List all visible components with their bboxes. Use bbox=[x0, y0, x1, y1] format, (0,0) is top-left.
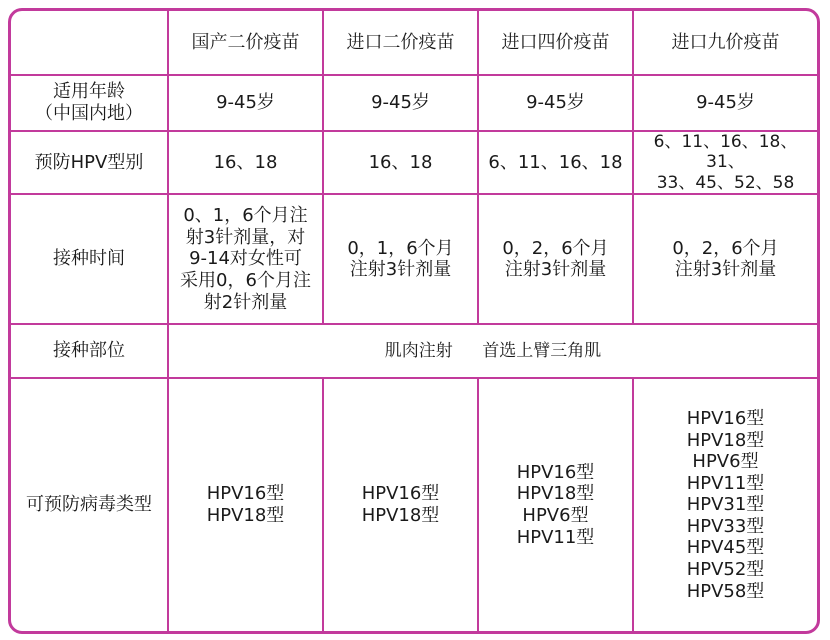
virus-imported-nonavalent bbox=[633, 378, 817, 631]
schedule-imported-bivalent bbox=[323, 194, 478, 324]
label-age-line: 适用年龄 bbox=[53, 81, 125, 103]
hpv-type-imported-bivalent: 16、18 bbox=[323, 131, 478, 194]
row-site bbox=[11, 324, 817, 378]
hpv-table bbox=[11, 11, 817, 631]
age-domestic-bivalent: 9-45岁 bbox=[168, 75, 323, 131]
schedule-line: 0，2，6个月 bbox=[502, 237, 609, 259]
virus-type-item: HPV33型 bbox=[686, 515, 765, 537]
virus-imported-bivalent bbox=[323, 378, 478, 631]
virus-type-item: HPV16型 bbox=[361, 483, 440, 505]
header-imported-nonavalent: 进口九价疫苗 bbox=[633, 11, 817, 75]
schedule-line: 采用0，6个月注 bbox=[180, 269, 311, 291]
schedule-imported-nonavalent bbox=[633, 194, 817, 324]
corner-cell bbox=[11, 11, 168, 75]
schedule-line: 0，2，6个月 bbox=[672, 237, 779, 259]
label-site: 接种部位 bbox=[11, 324, 168, 378]
header-row bbox=[11, 11, 817, 75]
virus-type-item: HPV18型 bbox=[206, 505, 285, 527]
virus-type-item: HPV31型 bbox=[686, 494, 765, 516]
virus-imported-quadrivalent bbox=[478, 378, 633, 631]
age-imported-nonavalent: 9-45岁 bbox=[633, 75, 817, 131]
virus-type-item: HPV45型 bbox=[686, 537, 765, 559]
virus-type-item: HPV16型 bbox=[516, 461, 595, 483]
site-value bbox=[168, 324, 817, 378]
schedule-line: 0、1，6个月注 bbox=[183, 205, 308, 227]
header-imported-quadrivalent: 进口四价疫苗 bbox=[478, 11, 633, 75]
schedule-line: 射2针剂量 bbox=[203, 291, 288, 313]
virus-type-item: HPV11型 bbox=[686, 472, 765, 494]
label-age bbox=[11, 75, 168, 131]
age-imported-bivalent: 9-45岁 bbox=[323, 75, 478, 131]
header-imported-bivalent: 进口二价疫苗 bbox=[323, 11, 478, 75]
label-hpv-type: 预防HPV型别 bbox=[11, 131, 168, 194]
vaccine-comparison-table bbox=[8, 8, 820, 634]
virus-type-item: HPV18型 bbox=[516, 483, 595, 505]
age-imported-quadrivalent: 9-45岁 bbox=[478, 75, 633, 131]
virus-type-item: HPV11型 bbox=[516, 526, 595, 548]
virus-type-item: HPV18型 bbox=[361, 505, 440, 527]
virus-type-item: HPV6型 bbox=[522, 505, 589, 527]
label-schedule: 接种时间 bbox=[11, 194, 168, 324]
virus-type-item: HPV16型 bbox=[206, 483, 285, 505]
hpv-type-nine-line: 6、11、16、18、31、 bbox=[653, 132, 798, 173]
header-domestic-bivalent: 国产二价疫苗 bbox=[168, 11, 323, 75]
virus-type-item: HPV52型 bbox=[686, 559, 765, 581]
schedule-line: 9-14对女性可 bbox=[189, 248, 302, 270]
virus-type-item: HPV18型 bbox=[686, 429, 765, 451]
site-method: 肌肉注射 bbox=[384, 340, 453, 361]
schedule-line: 注射3针剂量 bbox=[349, 259, 452, 281]
label-age-line: （中国内地） bbox=[35, 103, 143, 124]
label-virus-types: 可预防病毒类型 bbox=[11, 378, 168, 631]
virus-type-item: HPV16型 bbox=[686, 407, 765, 429]
row-age bbox=[11, 75, 817, 131]
hpv-type-nine-line: 33、45、52、58 bbox=[656, 172, 795, 193]
hpv-type-domestic-bivalent: 16、18 bbox=[168, 131, 323, 194]
row-hpv-type bbox=[11, 131, 817, 194]
schedule-imported-quadrivalent bbox=[478, 194, 633, 324]
site-location: 首选上臂三角肌 bbox=[482, 340, 602, 361]
schedule-line: 注射3针剂量 bbox=[674, 259, 777, 281]
schedule-line: 注射3针剂量 bbox=[504, 259, 607, 281]
row-schedule bbox=[11, 194, 817, 324]
virus-domestic-bivalent bbox=[168, 378, 323, 631]
virus-type-item: HPV58型 bbox=[686, 580, 765, 602]
hpv-type-imported-nonavalent bbox=[633, 131, 817, 194]
schedule-line: 0，1，6个月 bbox=[347, 237, 454, 259]
hpv-type-imported-quadrivalent: 6、11、16、18 bbox=[478, 131, 633, 194]
row-virus-types bbox=[11, 378, 817, 631]
schedule-line: 射3针剂量，对 bbox=[185, 226, 306, 248]
schedule-domestic-bivalent bbox=[168, 194, 323, 324]
virus-type-item: HPV6型 bbox=[692, 451, 759, 473]
